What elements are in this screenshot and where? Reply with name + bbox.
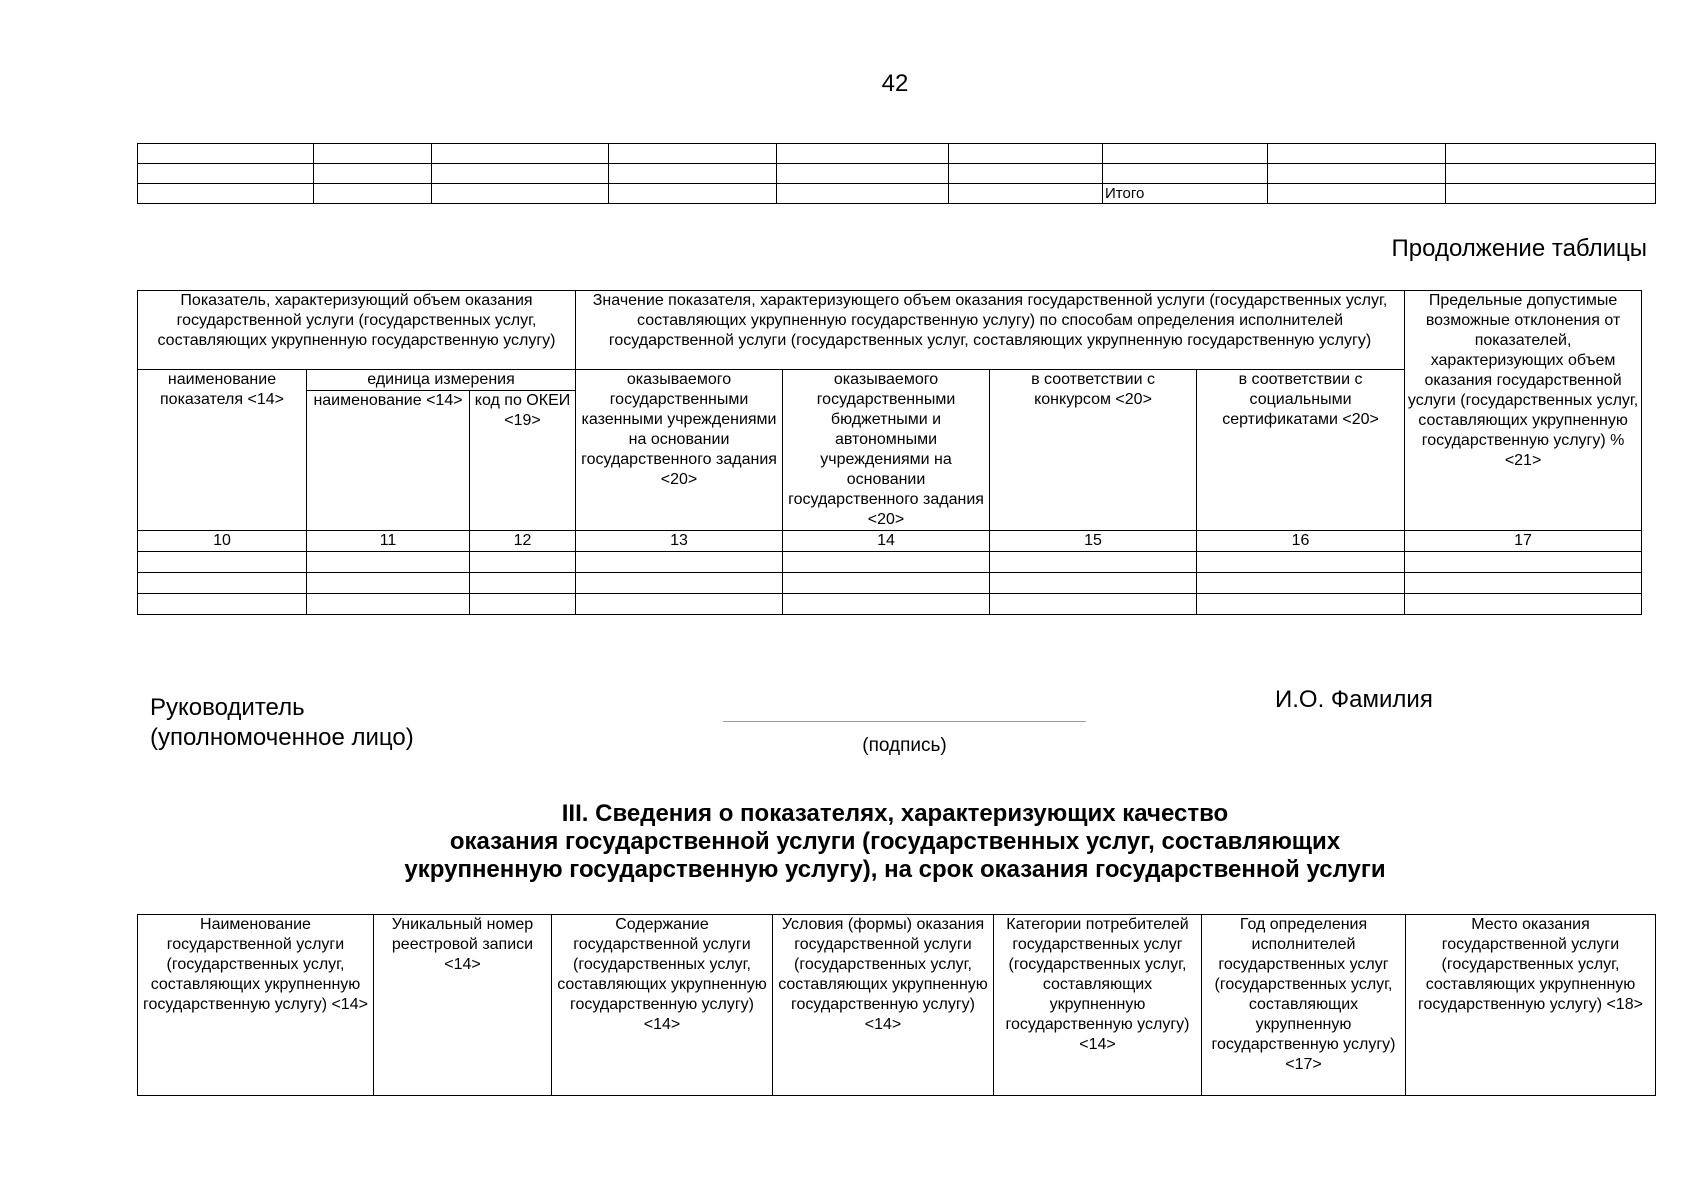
table-cell — [470, 573, 576, 594]
header-consumer-categories: Категории потребителей государственных услуг (государственных услуг, составляющих укрупненную государственную услугу) <14> — [994, 915, 1202, 1096]
header-unit-code: код по ОКЕИ <19> — [470, 391, 576, 531]
table-cell — [314, 144, 432, 164]
table-row — [138, 164, 1656, 184]
table-cell — [576, 573, 783, 594]
header-service-conditions: Условия (формы) оказания государственной услуги (государственных услуг, составляющих укрупненную государственную услугу) <14> — [773, 915, 994, 1096]
signer-name: И.О. Фамилия — [1275, 686, 1433, 713]
table-cell — [576, 552, 783, 573]
table-cell — [432, 184, 609, 204]
table-cell — [1197, 594, 1405, 615]
table-cell — [470, 594, 576, 615]
table-row — [138, 184, 1656, 204]
table-cell — [949, 144, 1103, 164]
header-place: Место оказания государственной услуги (государственных услуг, составляющих укрупненную государственную услугу) <18> — [1406, 915, 1656, 1096]
table-cell — [138, 552, 307, 573]
column-number: 10 — [138, 531, 307, 552]
header-col-14: оказываемого государственными бюджетными и автономными учреждениями на основании государственного задания <20> — [783, 370, 990, 531]
table-cell — [432, 164, 609, 184]
table-cell — [1405, 573, 1642, 594]
table-cell — [609, 144, 777, 164]
table-cell — [1197, 552, 1405, 573]
table-cell — [138, 144, 314, 164]
header-service-content: Содержание государственной услуги (государственных услуг, составляющих укрупненную государственную услугу) <14> — [552, 915, 773, 1096]
table-cell — [1446, 164, 1656, 184]
column-number: 15 — [990, 531, 1197, 552]
table-cell — [470, 552, 576, 573]
column-number: 14 — [783, 531, 990, 552]
table-cell — [783, 594, 990, 615]
table-cell — [1446, 144, 1656, 164]
table-cell — [1103, 144, 1268, 164]
column-number: 17 — [1405, 531, 1642, 552]
continuation-title: Продолжение таблицы — [1391, 235, 1647, 262]
table-cell — [1446, 184, 1656, 204]
table-cell — [777, 184, 949, 204]
table-cell — [1268, 164, 1446, 184]
column-number-row — [138, 531, 1642, 552]
header-unit-name: наименование <14> — [307, 391, 470, 531]
volume-table — [137, 290, 1642, 615]
table-row — [138, 573, 1642, 594]
table-row — [138, 594, 1642, 615]
signer-role-line1: Руководитель — [150, 694, 305, 721]
signature-caption: (подпись) — [862, 735, 947, 756]
table-header-row — [138, 915, 1656, 1096]
page-number: 42 — [881, 70, 909, 97]
table-cell — [783, 552, 990, 573]
table-row — [138, 144, 1656, 164]
table-header-row — [138, 291, 1642, 370]
header-value-group: Значение показателя, характеризующего объем оказания государственной услуги (государственных услуг, составляющих укрупненную государственную услугу) по способам определения исполнителей государственной услуги (государственных услуг, составляющих укрупненную государственную услугу) — [576, 291, 1405, 370]
table-cell — [609, 164, 777, 184]
table-cell — [990, 594, 1197, 615]
header-service-name: Наименование государственной услуги (государственных услуг, составляющих укрупненную государственную услугу) <14> — [138, 915, 374, 1096]
section-title — [180, 800, 1610, 884]
column-number: 13 — [576, 531, 783, 552]
header-year: Год определения исполнителей государственных услуг (государственных услуг, составляющих укрупненную государственную услугу) <17> — [1202, 915, 1406, 1096]
table-cell — [1268, 184, 1446, 204]
section-title-line: III. Сведения о показателях, характеризующих качество — [561, 800, 1229, 827]
table-row — [138, 552, 1642, 573]
column-number: 11 — [307, 531, 470, 552]
table-cell — [1405, 594, 1642, 615]
column-number: 16 — [1197, 531, 1405, 552]
table-cell — [138, 594, 307, 615]
table-cell — [1405, 552, 1642, 573]
table-cell — [990, 552, 1197, 573]
table-cell — [1268, 144, 1446, 164]
header-col-16: в соответствии с социальными сертификатами <20> — [1197, 370, 1405, 531]
signer-role-line2: (уполномоченное лицо) — [150, 724, 414, 751]
table-cell — [138, 573, 307, 594]
table-cell — [609, 184, 777, 204]
table-cell — [576, 594, 783, 615]
table-cell — [990, 573, 1197, 594]
signer-role — [150, 693, 414, 753]
table-cell — [1197, 573, 1405, 594]
table-cell — [314, 184, 432, 204]
table-cell — [138, 164, 314, 184]
section-title-line: оказания государственной услуги (государственных услуг, составляющих — [449, 828, 1341, 855]
table-cell — [949, 164, 1103, 184]
header-unit: единица измерения — [307, 370, 576, 391]
table-cell — [949, 184, 1103, 204]
table-cell — [432, 144, 609, 164]
table-cell — [783, 573, 990, 594]
signature-line — [723, 721, 1086, 722]
table-cell — [138, 184, 314, 204]
table-cell — [777, 164, 949, 184]
table-cell — [1103, 164, 1268, 184]
column-number: 12 — [470, 531, 576, 552]
total-label: Итого — [1103, 184, 1268, 204]
header-indicator-group: Показатель, характеризующий объем оказания государственной услуги (государственных услуг, составляющих укрупненную государственную услугу) — [138, 291, 576, 370]
table-cell — [307, 573, 470, 594]
table-cell — [307, 552, 470, 573]
header-indicator-name: наименование показателя <14> — [138, 370, 307, 531]
section-title-line: укрупненную государственную услугу), на срок оказания государственной услуги — [404, 856, 1386, 883]
top-table — [137, 143, 1656, 204]
header-deviation: Предельные допустимые возможные отклонения от показателей, характеризующих объем оказания государственной услуги (государственных услуг, составляющих укрупненную государственную услугу) % <21> — [1405, 291, 1642, 531]
header-col-15: в соответствии с конкурсом <20> — [990, 370, 1197, 531]
table-cell — [314, 164, 432, 184]
table-cell — [307, 594, 470, 615]
table-cell — [777, 144, 949, 164]
header-registry-number: Уникальный номер реестровой записи <14> — [374, 915, 552, 1096]
header-col-13: оказываемого государственными казенными учреждениями на основании государственного задания <20> — [576, 370, 783, 531]
quality-table — [137, 914, 1656, 1096]
